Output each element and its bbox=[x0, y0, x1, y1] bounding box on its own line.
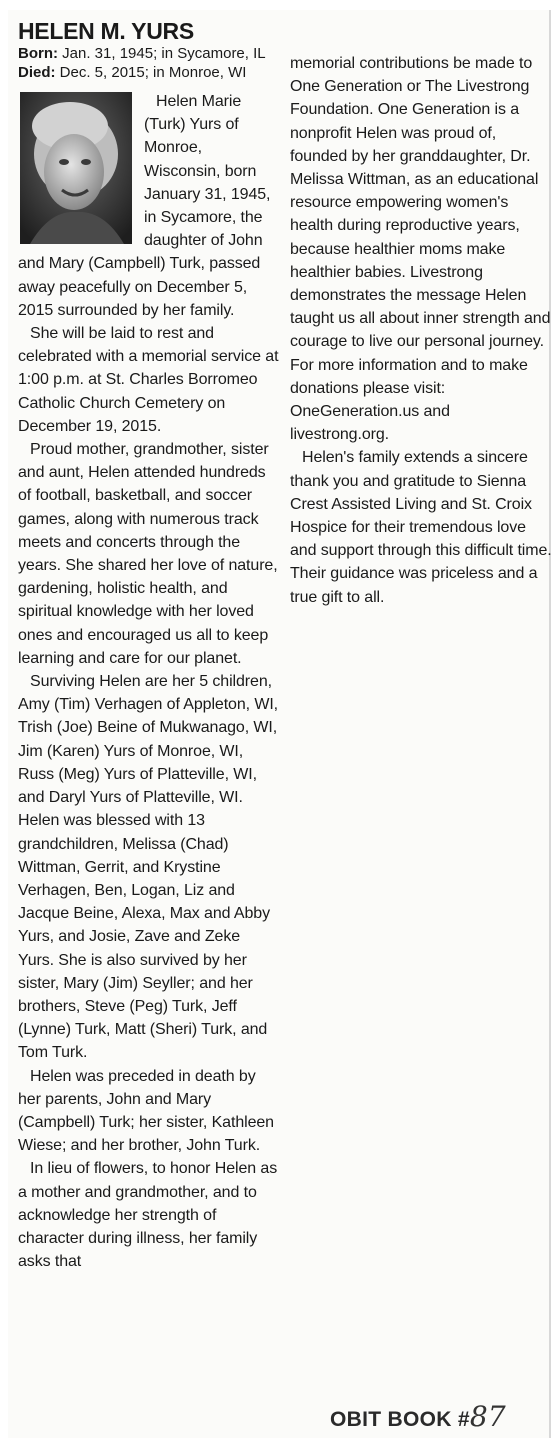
portrait-image bbox=[20, 92, 132, 244]
obituary-name: HELEN M. YURS bbox=[18, 18, 194, 44]
born-value: Jan. 31, 1945; in Sycamore, IL bbox=[58, 45, 266, 62]
stamp-number: 87 bbox=[469, 1400, 507, 1433]
obit-paragraph-5: Helen was preceded in death by her parents, John and Mary (Campbell) Turk; her sister, Kathleen Wiese; and her brother, John Turk. bbox=[18, 1067, 274, 1155]
obit-paragraph-2: She will be laid to rest and celebrated with a memorial service at 1:00 p.m. at St. Charles Borromeo Catholic Church Cemetery on December 19, 2015. bbox=[18, 325, 279, 435]
obit-paragraph-6: In lieu of flowers, to honor Helen as a mother and grandmother, and to acknowledge her strength of character during illness, her family asks that bbox=[18, 1160, 278, 1271]
right-column bbox=[290, 52, 552, 609]
died-line bbox=[18, 63, 280, 82]
obit-book-stamp bbox=[330, 1400, 506, 1433]
born-label: Born: bbox=[18, 45, 58, 62]
thank-you-paragraph: Helen's family extends a sincere thank you and gratitude to Sienna Crest Assisted Living and St. Croix Hospice for their tremendous love and support through this difficult time. Their guidance was priceless and a true gift to all. bbox=[290, 449, 552, 606]
memorial-paragraph: memorial contributions be made to One Generation or The Livestrong Foundation. One Generation is a nonprofit Helen was proud of, founded by her granddaughter, Dr. Melissa Wittman, as an educational resource empowering women's health during reproductive years, because healthier moms make healthier babies. Livestrong demonstrates the message Helen taught us all about inner strength and courage to live our personal journey. For more information and to make donations please visit: OneGeneration.us and livestrong.org. bbox=[290, 55, 551, 444]
obit-paragraph-1: Helen Marie (Turk) Yurs of Monroe, Wisconsin, born January 31, 1945, in Sycamore, the daughter of John and Mary (Campbell) Turk, passed away peacefully on December 5, 2015 surrounded by her family. bbox=[18, 93, 271, 319]
died-label: Died: bbox=[18, 64, 56, 81]
died-value: Dec. 5, 2015; in Monroe, WI bbox=[55, 64, 247, 81]
stamp-label: OBIT BOOK # bbox=[330, 1408, 470, 1431]
portrait-photo bbox=[20, 92, 132, 244]
obit-paragraph-4: Surviving Helen are her 5 children, Amy (Tim) Verhagen of Appleton, WI, Trish (Joe) Beine of Mukwanago, WI, Jim (Karen) Yurs of Monroe, WI, Russ (Meg) Yurs of Platteville, WI, and Daryl Yurs of Platteville, WI. Helen was blessed with 13 grandchildren, Melissa (Chad) Wittman, Gerrit, and Krystine Verhagen, Ben, Logan, Liz and Jacque Beine, Alexa, Max and Abby Yurs, and Josie, Zave and Zeke Yurs. She is also survived by her sister, Mary (Jim) Seyller; and her brothers, Steve (Peg) Turk, Jeff (Lynne) Turk, Matt (Sheri) Turk, and Tom Turk. bbox=[18, 673, 279, 1062]
obit-paragraph-3: Proud mother, grandmother, sister and aunt, Helen attended hundreds of football, basketball, and soccer games, along with numerous track meets and concerts through the years. She shared her love of nature, gardening, holistic health, and spiritual knowledge with her loved ones and encouraged us all to keep learning and care for our planet. bbox=[18, 441, 278, 667]
left-column bbox=[18, 18, 280, 1273]
born-line bbox=[18, 44, 280, 63]
